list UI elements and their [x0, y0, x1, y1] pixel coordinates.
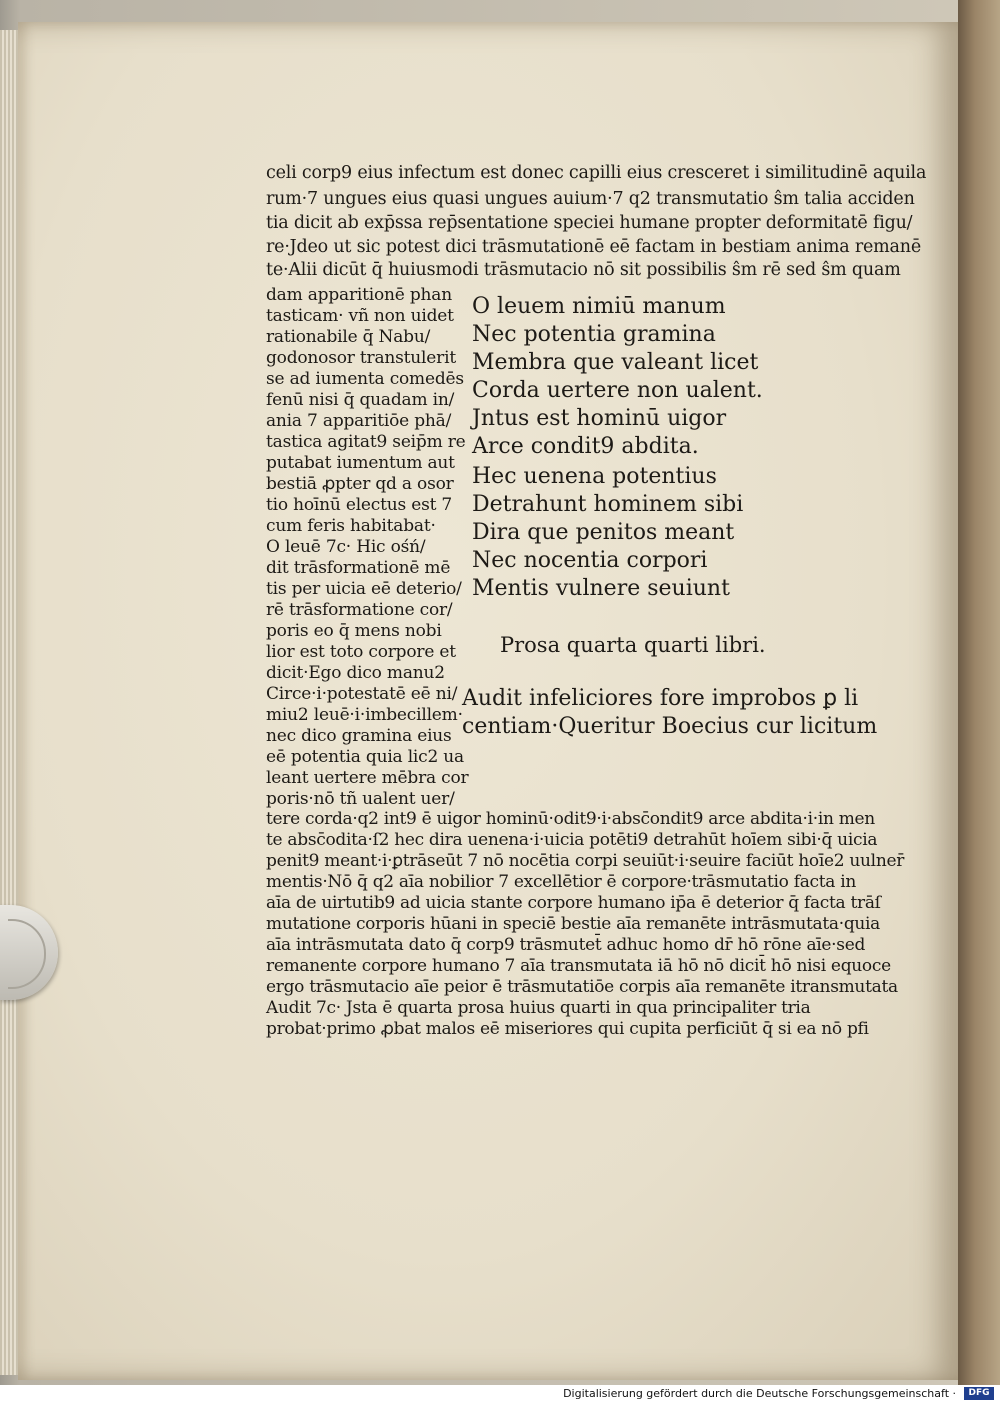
- bottom-line: probat·primo ꝓbat malos eē miseriores qui cupita perficiūt q̄ si ea nō pfi: [266, 1019, 869, 1039]
- top-line: re·Jdeo ut sic potest dici trāsmutationē eē factam in bestiam anima remanē: [266, 237, 921, 257]
- section-title: Prosa quarta quarti libri.: [500, 633, 766, 657]
- bottom-line: Audit 7c· Jsta ē quarta prosa huius quarti in qua principaliter tria: [266, 998, 811, 1018]
- left-column-line: tio hoīnū electus est 7: [266, 495, 453, 515]
- left-column-line: tasticam· vñ non uidet: [266, 306, 454, 326]
- top-line: tia dicit ab exp̄ssa rep̄sentatione speciei humane propter deformitatē figu/: [266, 213, 913, 233]
- verse-line: Hec uenena potentius: [472, 464, 717, 489]
- left-column-line: Circe·i·potestatē eē ni/: [266, 684, 458, 704]
- left-column-line: dit trāsformationē mē: [266, 558, 451, 578]
- bottom-line: penit9 meant·i·ꝑtrāseūt 7 nō nocētia corpi seuiūt·i·seuire faciūt hoīe2 uulner̄: [266, 851, 905, 871]
- argument-line: centiam·Queritur Boecius cur licitum: [462, 714, 878, 739]
- left-column-line: dicit·Ego dico manu2: [266, 663, 445, 683]
- left-column-line: fenū nisi q̄ quadam in/: [266, 390, 455, 410]
- left-column-line: dam apparitionē phan: [266, 285, 452, 305]
- bottom-line: ergo trāsmutacio aīe peior ē trāsmutatiōe corpis aīa remanēte itransmutata: [266, 977, 898, 997]
- left-column-line: poris·nō tñ ualent uer/: [266, 789, 455, 809]
- left-column-line: rationabile q̄ Nabu/: [266, 327, 431, 347]
- left-column-line: tastica agitat9 seip̄m re: [266, 432, 466, 452]
- left-column-line: bestiā ꝓpter qd a osor: [266, 474, 454, 494]
- dfg-logo: DFG: [964, 1387, 994, 1400]
- left-column-line: se ad iumenta comedēs: [266, 369, 464, 389]
- left-column-line: leant uertere mēbra cor: [266, 768, 469, 788]
- bottom-line: aīa intrāsmutata dato q̄ corp9 trāsmutet̄ adhuc homo dr̄ hō rōne aīe·sed: [266, 935, 866, 955]
- verse-line: Dira que penitos meant: [472, 520, 735, 545]
- verse-line: Mentis vulnere seuiunt: [472, 576, 730, 601]
- bottom-line: mutatione corporis hūani in speciē bestie aīa remanēte intrāsmutata·quia: [266, 914, 881, 934]
- left-column-line: miu2 leuē·i·imbecillem·: [266, 705, 463, 725]
- top-line: te·Alii dicūt q̄ huiusmodi trāsmutacio nō sit possibilis ŝm rē sed ŝm quam: [266, 260, 901, 280]
- bottom-line: mentis·Nō q̄ q2 aīa nobilior 7 excellētior ē corpore·trāsmutatio facta in: [266, 872, 857, 892]
- left-column-line: nec dico gramina eius: [266, 726, 452, 746]
- left-column-line: lior est toto corpore et: [266, 642, 456, 662]
- top-line: rum·7 ungues eius quasi ungues auium·7 q2 transmutatio ŝm talia acciden: [266, 189, 915, 209]
- book-cover-board: [958, 0, 1000, 1385]
- left-column-line: putabat iumentum aut: [266, 453, 455, 473]
- verse-line: O leuem nimiū manum: [472, 294, 726, 319]
- left-column-line: tis per uicia eē deterio/: [266, 579, 462, 599]
- verse-line: Detrahunt hominem sibi: [472, 492, 744, 517]
- top-line: celi corp9 eius infectum est donec capilli eius cresceret i similitudinē aquila: [266, 163, 927, 183]
- left-column-line: ania 7 apparitiōe phā/: [266, 411, 452, 431]
- footer-credit: Digitalisierung gefördert durch die Deutsche Forschungsgemeinschaft ·: [563, 1387, 956, 1400]
- left-column-line: rē trāsformatione cor/: [266, 600, 453, 620]
- bottom-line: tere corda·q2 int9 ē uigor hominū·odit9·i·absc̄ondit9 arce abdita·i·in men: [266, 809, 875, 829]
- verse-line: Jntus est hominū uigor: [472, 406, 727, 431]
- verse-line: Arce condit9 abdita.: [472, 434, 699, 459]
- left-column-line: godonosor transtulerit: [266, 348, 456, 368]
- left-column-line: cum feris habitabat·: [266, 516, 436, 536]
- bottom-line: remanente corpore humano 7 aīa transmutata iā hō nō dicit̄ hō nisi equoce: [266, 956, 891, 976]
- bottom-line: te absc̄odita·ſ2 hec dira uenena·i·uicia potēti9 detrahūt hoīem sibi·q̄ uicia: [266, 830, 878, 850]
- left-column-line: eē potentia quia lic2 ua: [266, 747, 464, 767]
- argument-line: Audit infeliciores fore improbos ꝑ li: [462, 686, 859, 711]
- footer-bar: [0, 1385, 1000, 1403]
- left-column-line: O leuē 7c· Hic ośń/: [266, 537, 426, 557]
- left-column-line: poris eo q̄ mens nobi: [266, 621, 442, 641]
- bottom-line: aīa de uirtutib9 ad uicia stante corpore humano ip̄a ē deterior q̄ facta trāſ: [266, 893, 881, 913]
- verse-line: Nec potentia gramina: [472, 322, 716, 347]
- verse-line: Membra que valeant licet: [472, 350, 759, 375]
- verse-line: Nec nocentia corpori: [472, 548, 708, 573]
- verse-line: Corda uertere non ualent.: [472, 378, 763, 403]
